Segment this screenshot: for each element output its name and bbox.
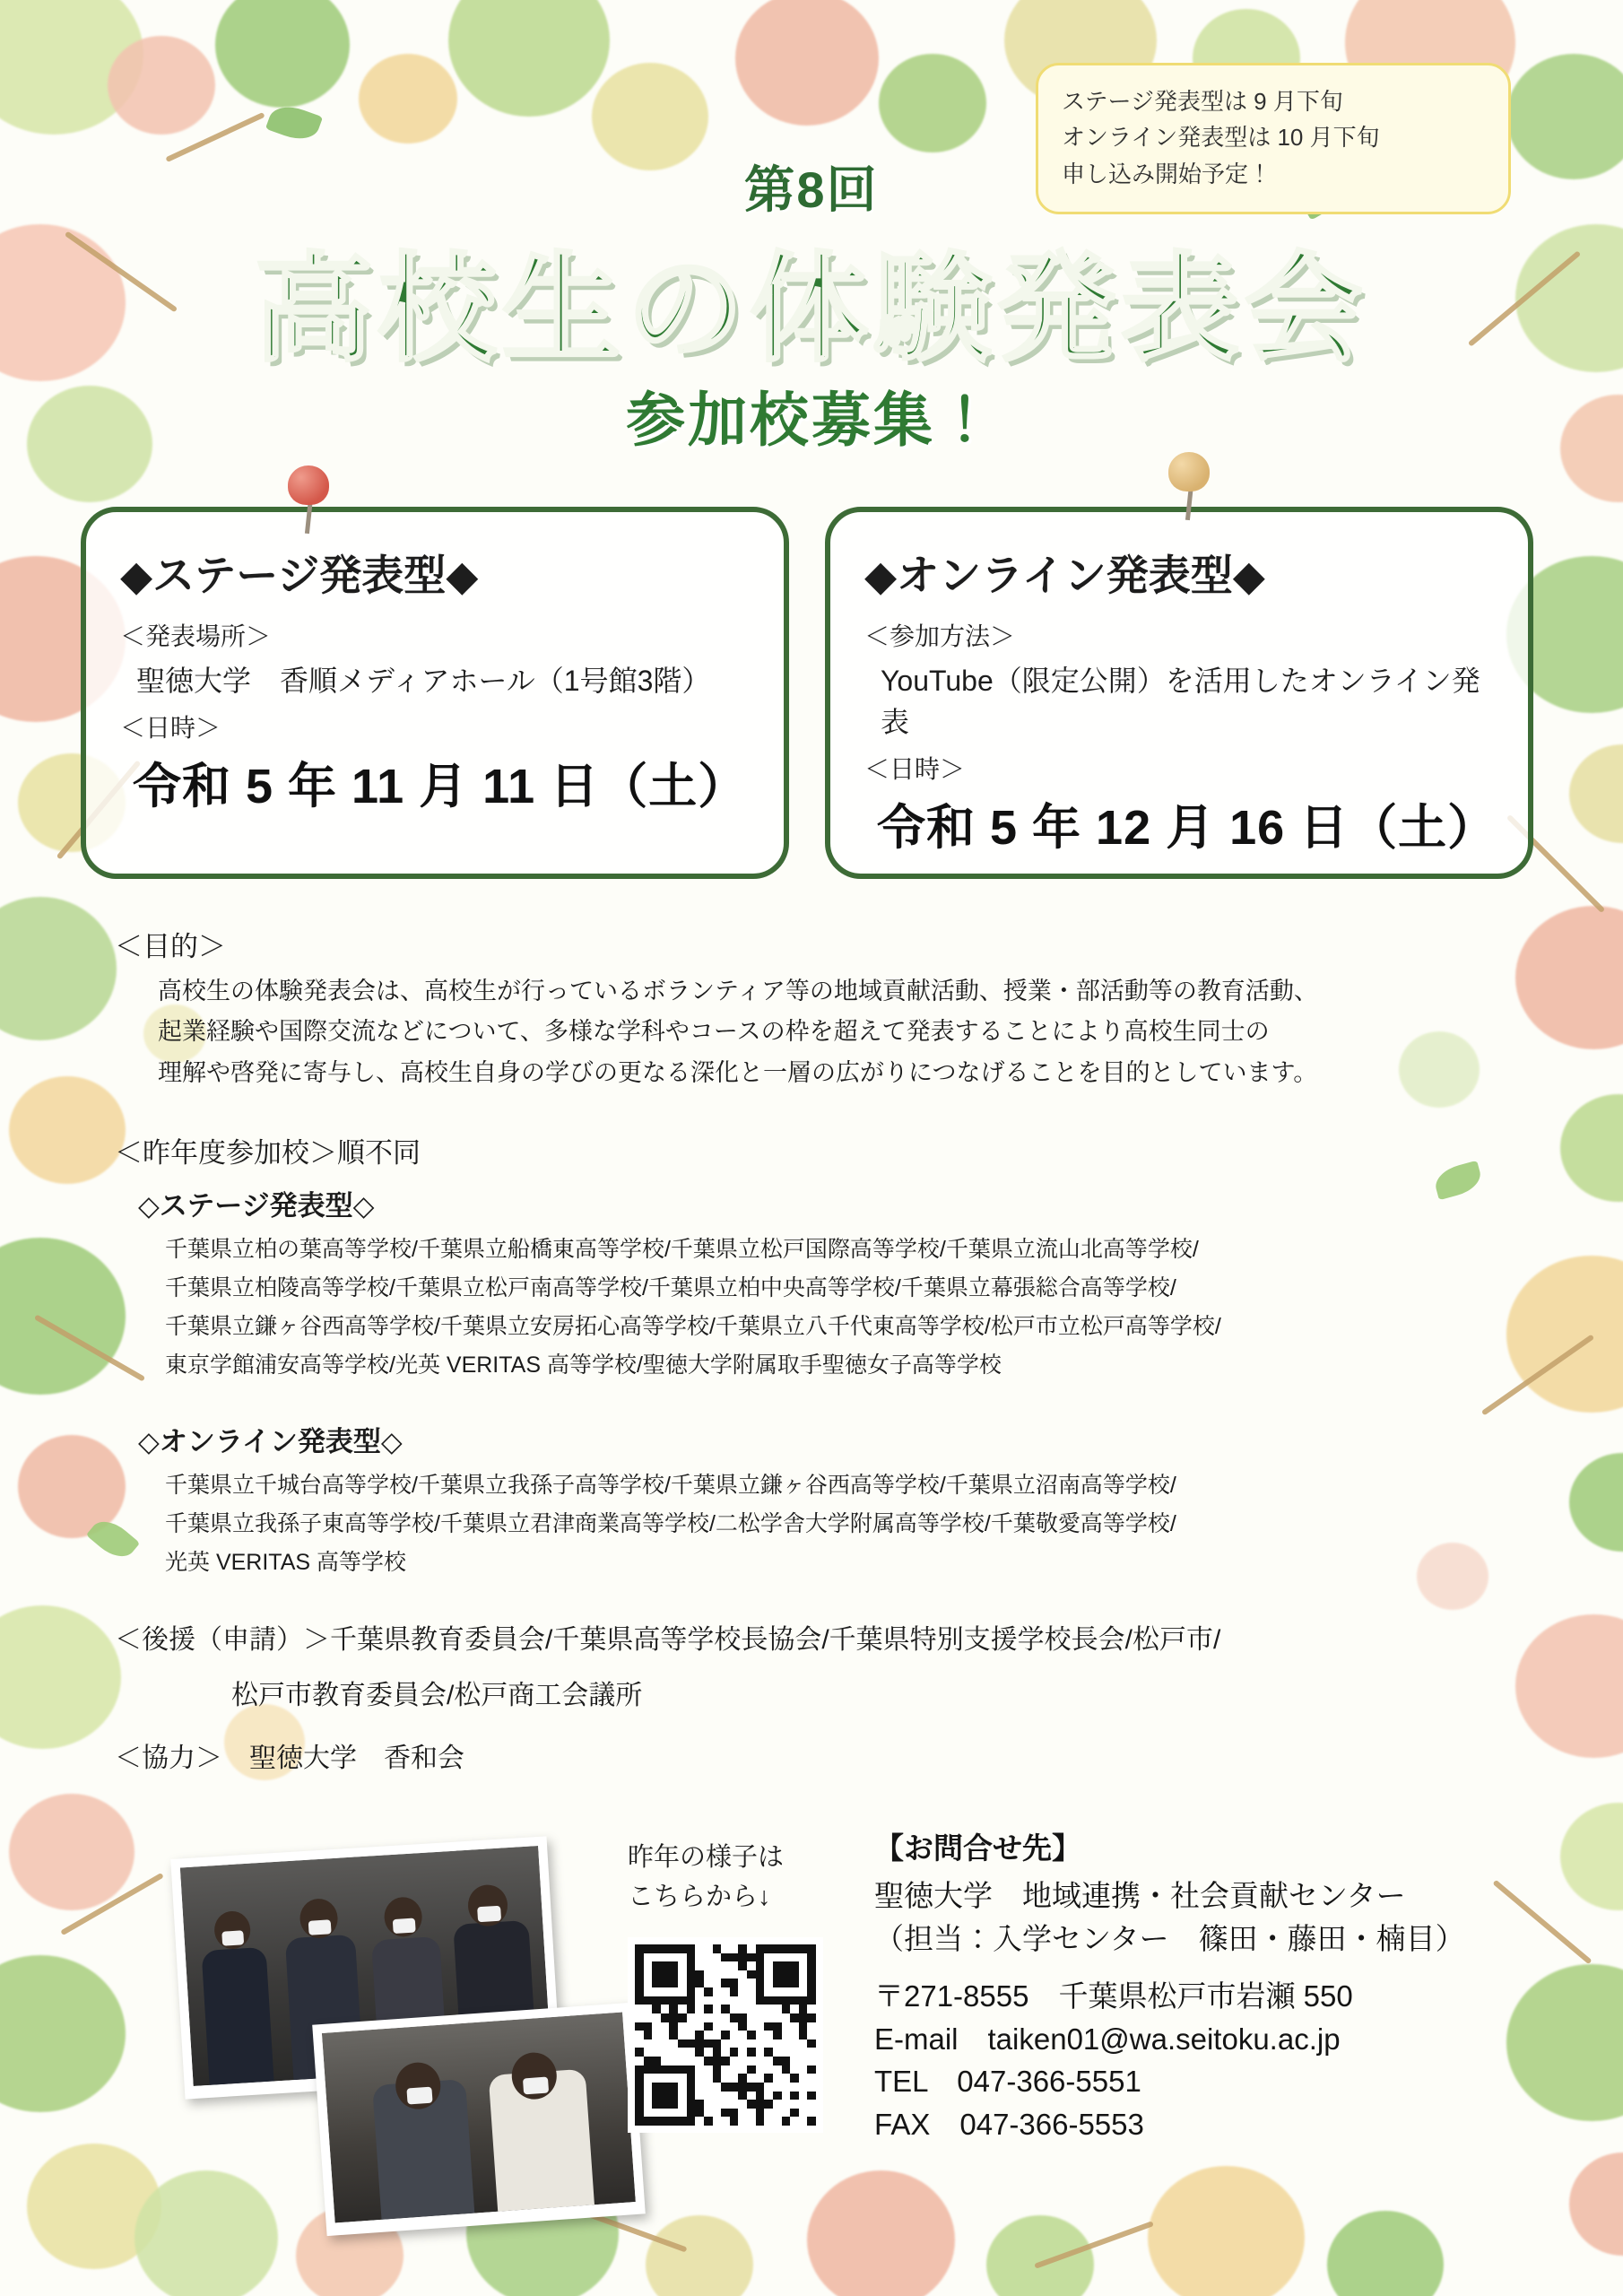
- cooperation-line: ＜協力＞ 聖徳大学 香和会: [115, 1744, 464, 1773]
- contact-address: 〒271-8555 千葉県松戸市岩瀬 550: [874, 1979, 1353, 2013]
- note-line-2: オンライン発表型は 10 月下旬: [1062, 124, 1380, 152]
- page-title: 高校生の体験発表会: [255, 243, 1368, 375]
- stage-venue-label: ＜発表場所＞: [120, 622, 272, 650]
- contact-title: 【お問合せ先】: [874, 1831, 1081, 1865]
- contact-org: 聖徳大学 地域連携・社会貢献センター: [874, 1879, 1406, 1912]
- online-method-value: YouTube（限定公開）を活用したオンライン発表: [881, 665, 1480, 738]
- purpose-heading: ＜目的＞: [115, 931, 226, 962]
- page-subtitle: 参加校募集！: [626, 387, 997, 453]
- photo-stage-presentation-2: [312, 2003, 646, 2236]
- note-line-3: 申し込み開始予定！: [1062, 160, 1272, 187]
- stage-schools-heading: ◇ステージ発表型◇: [138, 1190, 375, 1222]
- pushpin-red-icon: [285, 462, 332, 532]
- stage-schools-line-2: 千葉県立柏陵高等学校/千葉県立松戸南高等学校/千葉県立柏中央高等学校/千葉県立幕張総合高等学校/: [165, 1275, 1176, 1300]
- qr-code[interactable]: [628, 1937, 823, 2133]
- last-year-heading: ＜昨年度参加校＞順不同: [115, 1137, 421, 1169]
- contact-charge: （担当：入学センター 篠田・藤田・楠目）: [874, 1921, 1465, 1955]
- stage-box-title: ◆ステージ発表型◆: [120, 552, 479, 599]
- support-line-2: 松戸市教育委員会/松戸商工会議所: [231, 1681, 643, 1710]
- stage-datetime-value: 令和 5 年 11 月 11 日（土）: [133, 760, 748, 813]
- contact-tel: TEL 047-366-5551: [874, 2065, 1141, 2099]
- online-schools-line-2: 千葉県立我孫子東高等学校/千葉県立君津商業高等学校/二松学舎大学附属高等学校/千葉敬愛高等学校/: [165, 1511, 1176, 1536]
- online-presentation-box: [825, 507, 1533, 879]
- qr-caption-line-2: こちらから↓: [628, 1882, 771, 1911]
- contact-email[interactable]: E-mail taiken01@wa.seitoku.ac.jp: [874, 2022, 1341, 2056]
- purpose-line-1: 高校生の体験発表会は、高校生が行っているボランティア等の地域貢献活動、授業・部活動等の教育活動、: [158, 978, 1318, 1004]
- stage-presentation-box: [81, 507, 789, 879]
- pushpin-tan-icon: [1166, 448, 1212, 518]
- stage-schools-line-4: 東京学館浦安高等学校/光英 VERITAS 高等学校/聖徳大学附属取手聖徳女子高等学校: [165, 1352, 1002, 1378]
- purpose-section: [115, 924, 1532, 1093]
- online-method-label: ＜参加方法＞: [864, 622, 1016, 650]
- stage-datetime-label: ＜日時＞: [120, 714, 221, 742]
- support-line-1: ＜後援（申請）＞千葉県教育委員会/千葉県高等学校長協会/千葉県特別支援学校長会/松戸市/: [115, 1625, 1221, 1655]
- stage-schools-line-1: 千葉県立柏の葉高等学校/千葉県立船橋東高等学校/千葉県立松戸国際高等学校/千葉県立流山北高等学校/: [165, 1237, 1199, 1262]
- stage-schools-line-3: 千葉県立鎌ヶ谷西高等学校/千葉県立安房拓心高等学校/千葉県立八千代東高等学校/松戸市立松戸高等学校/: [165, 1314, 1221, 1339]
- purpose-line-3: 理解や啓発に寄与し、高校生自身の学びの更なる深化と一層の広がりにつなげることを目的としています。: [158, 1058, 1318, 1086]
- online-schools-line-3: 光英 VERITAS 高等学校: [165, 1550, 407, 1575]
- support-section: [115, 1619, 1532, 1780]
- online-datetime-value: 令和 5 年 12 月 16 日（土）: [877, 801, 1497, 855]
- qr-caption-line-1: 昨年の様子は: [628, 1843, 785, 1872]
- purpose-line-2: 起業経験や国際交流などについて、多様な学科やコースの枠を超えて発表することにより高校生同士の: [158, 1018, 1270, 1046]
- note-line-1: ステージ発表型は 9 月下旬: [1062, 88, 1343, 115]
- contact-fax: FAX 047-366-5553: [874, 2108, 1144, 2142]
- contact-section: [874, 1825, 1465, 2146]
- issue-number: 第8回: [744, 161, 879, 218]
- online-datetime-label: ＜日時＞: [864, 755, 966, 783]
- online-box-title: ◆オンライン発表型◆: [864, 552, 1265, 599]
- last-year-schools-section: [115, 1130, 1532, 1582]
- qr-code-grid: [635, 1944, 816, 2126]
- online-schools-line-1: 千葉県立千城台高等学校/千葉県立我孫子高等学校/千葉県立鎌ヶ谷西高等学校/千葉県立沼南高等学校/: [165, 1473, 1176, 1498]
- online-schools-heading: ◇オンライン発表型◇: [138, 1426, 403, 1457]
- qr-caption: [628, 1839, 784, 1917]
- stage-venue-value: 聖徳大学 香順メディアホール（1号館3階）: [136, 665, 711, 697]
